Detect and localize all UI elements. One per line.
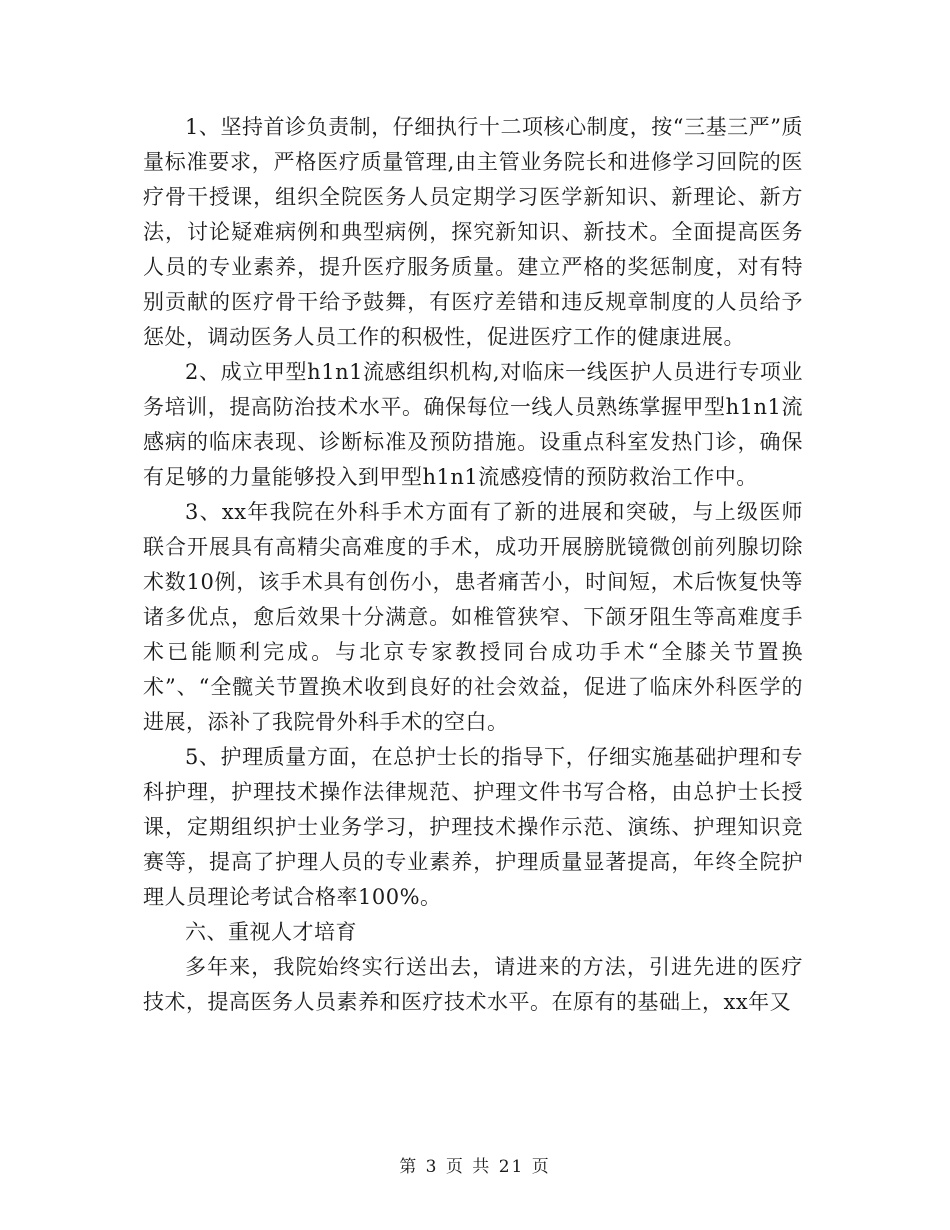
paragraph-nursing: 5、护理质量方面，在总护士长的指导下，仔细实施基础护理和专科护理，护理技术操作法律规范、护理文件书写合格，由总护士长授课，定期组织护士业务学习，护理技术操作示范、演练、护理知识竞赛等，提高了护理人员的专业素养，护理质量显著提高，年终全院护理人员理论考试合格率100%。 xyxy=(143,745,803,909)
paragraph-core-systems: 1、坚持首诊负责制，仔细执行十二项核心制度，按“三基三严”质量标准要求，严格医疗质量管理,由主管业务院长和进修学习回院的医疗骨干授课，组织全院医务人员定期学习医学新知识、新理论、新方法，讨论疑难病例和典型病例，探究新知识、新技术。全面提高医务人员的专业素养，提升医疗服务质量。建立严格的奖惩制度，对有特别贡献的医疗骨干给予鼓舞，有医疗差错和违反规章制度的人员给予惩处，调动医务人员工作的积极性，促进医疗工作的健康进展。 xyxy=(143,115,803,349)
section-heading: 六、重视人才培育 xyxy=(185,920,357,944)
paragraph-surgery: 3、xx年我院在外科手术方面有了新的进展和突破，与上级医师联合开展具有高精尖高难度的手术，成功开展膀胱镜微创前列腺切除术数10例，该手术具有创伤小，患者痛苦小，时间短，术后恢复快等诸多优点，愈后效果十分满意。如椎管狭窄、下颌牙阻生等高难度手术已能顺利完成。与北京专家教授同台成功手术“全膝关节置换术”、“全髋关节置换术收到良好的社会效益，促进了临床外科医学的进展，添补了我院骨外科手术的空白。 xyxy=(143,500,803,734)
document-body xyxy=(143,110,803,1020)
page-number-footer: 第 3 页 共 21 页 xyxy=(399,1157,551,1177)
paragraph-talent: 多年来，我院始终实行送出去，请进来的方法，引进先进的医疗技术，提高医务人员素养和医疗技术水平。在原有的基础上，xx年又 xyxy=(143,955,803,1014)
paragraph-h1n1: 2、成立甲型h1n1流感组织机构,对临床一线医护人员进行专项业务培训，提高防治技术水平。确保每位一线人员熟练掌握甲型h1n1流感病的临床表现、诊断标准及预防措施。设重点科室发热门诊，确保有足够的力量能够投入到甲型h1n1流感疫情的预防救治工作中。 xyxy=(143,360,803,489)
